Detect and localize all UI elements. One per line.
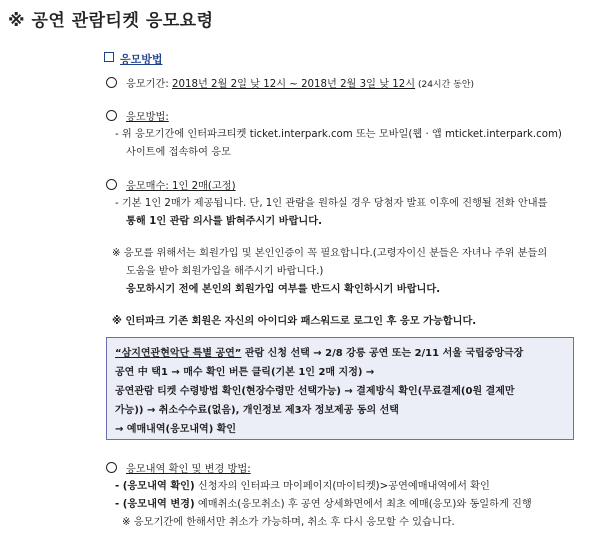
- check-line-3: ※ 응모기간에 한해서만 취소가 가능하며, 취소 후 다시 응모할 수 있습니다.: [122, 517, 455, 528]
- circle-bullet-icon: [106, 110, 117, 121]
- period-note: (24시간 동안): [415, 80, 475, 90]
- count-line-1: - 기본 1인 2매가 제공됩니다. 단, 1인 관람을 원하실 경우 당첨자 발표 이후에 진행될 전화 안내를: [115, 198, 548, 209]
- period-label: 응모기간:: [126, 79, 173, 90]
- check-line-1: - (응모내역 확인) 신청자의 인터파크 마이페이지(마이티켓)>공연예매내역에서 확인: [115, 481, 490, 492]
- period-row: [106, 75, 474, 90]
- circle-bullet-icon: [106, 179, 117, 190]
- page-title: ※ 공연 관람티켓 응모요령: [8, 11, 214, 31]
- step-line-4: 가능)) → 취소수수료(없음), 개인정보 제3자 정보제공 동의 선택: [115, 405, 399, 416]
- check-line-2: - (응모내역 변경) 예매취소(응모취소) 후 공연 상세화면에서 최초 예매(응모)와 동일하게 진행: [115, 499, 532, 510]
- notice-line-3: 응모하시기 전에 본인의 회원가입 여부를 반드시 확인하시기 바랍니다.: [126, 284, 441, 295]
- step-line-3: 공연관람 티켓 수령방법 확인(현장수령만 선택가능) → 결제방식 확인(무료결제(0원 결제만: [115, 386, 515, 397]
- step-line-2: 공연 中 택1 → 매수 확인 버튼 클릭(기본 1인 2매 지정) →: [115, 367, 375, 378]
- notice-line-1: ※ 응모를 위해서는 회원가입 및 본인인증이 꼭 필요합니다.(고령자이신 분들은 자녀나 주위 분들의: [112, 248, 548, 259]
- period-value: 2018년 2월 2일 낮 12시 ~ 2018년 2월 3일 낮 12시: [172, 79, 416, 90]
- step-line-5: → 예매내역(응모내역) 확인: [115, 424, 237, 435]
- square-icon: [104, 52, 114, 62]
- count-line-2: 통해 1인 관람 의사를 밝혀주시기 바랍니다.: [126, 216, 322, 227]
- step-line-1: “삼지연관현악단 특별 공연” 관람 신청 선택 → 2/8 강릉 공연 또는 2/11 서울 국립중앙극장: [115, 348, 524, 359]
- notice-line-2: 도움을 받아 회원가입을 해주시기 바랍니다.): [126, 266, 324, 277]
- application-steps-box: [106, 337, 574, 440]
- method-line-2: 사이트에 접속하여 응모: [126, 147, 231, 158]
- check-heading: 응모내역 확인 및 변경 방법:: [106, 460, 251, 475]
- method-line-1: - 위 응모기간에 인터파크티켓 ticket.interpark.com 또는 모바일(웹 · 앱 mticket.interpark.com): [115, 129, 562, 140]
- section-heading: 응모방법: [104, 51, 163, 67]
- notice-member-login: ※ 인터파크 기존 회원은 자신의 아이디와 패스워드로 로그인 후 응모 가능합니다.: [112, 316, 477, 327]
- method-heading: 응모방법:: [106, 108, 169, 123]
- count-heading: 응모매수: 1인 2매(고정): [106, 177, 236, 192]
- circle-bullet-icon: [106, 462, 117, 473]
- circle-bullet-icon: [106, 77, 117, 88]
